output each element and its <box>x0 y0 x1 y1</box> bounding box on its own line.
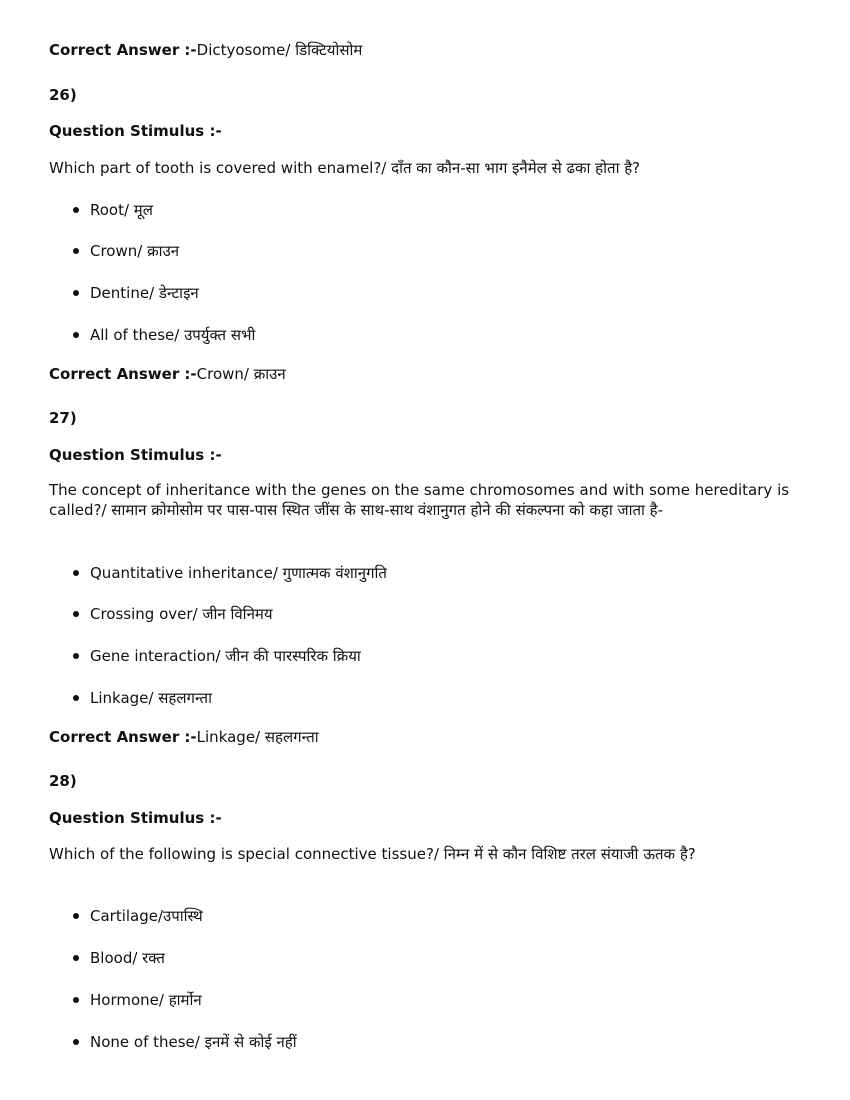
option <box>73 906 203 926</box>
answer-label: Correct Answer :- <box>49 728 197 746</box>
option-text: Crown/ क्राउन <box>90 242 180 260</box>
bullet-icon <box>73 653 79 659</box>
option-text: Hormone/ हार्मोन <box>90 991 202 1009</box>
option <box>73 283 199 303</box>
bullet-icon <box>73 695 79 701</box>
bullet-icon <box>73 290 79 296</box>
previous-correct-answer <box>49 40 362 60</box>
question-text: Which of the following is special connective tissue?/ निम्न में से कौन विशिष्ट तरल संयाजी ऊतक है? <box>49 845 696 863</box>
bullet-icon <box>73 611 79 617</box>
answer-value: Linkage/ सहलगन्ता <box>196 728 319 746</box>
answer-value: Dictyosome/ डिक्टियोसोम <box>196 41 363 59</box>
bullet-icon <box>73 248 79 254</box>
question-number: 27) <box>49 409 77 427</box>
correct-answer <box>49 364 286 384</box>
option <box>73 325 255 345</box>
option <box>73 646 361 666</box>
option-text: None of these/ इनमें से कोई नहीं <box>90 1033 297 1051</box>
correct-answer <box>49 727 319 747</box>
question-stimulus-label: Question Stimulus :- <box>49 809 222 827</box>
option-text: Cartilage/उपास्थि <box>90 907 203 925</box>
question-number: 28) <box>49 772 77 790</box>
question-text: The concept of inheritance with the genes on the same chromosomes and with some hereditary is called?/ सामान क्रोमोसोम पर पास-पास स्थित जींस के साथ-साथ वंशानुगत होने की संकल्पना को कहा जाता है- <box>49 481 790 519</box>
bullet-icon <box>73 570 79 576</box>
option-text: Dentine/ डेन्टाइन <box>90 284 199 302</box>
option <box>73 200 153 220</box>
option <box>73 563 387 583</box>
question-stimulus-label: Question Stimulus :- <box>49 446 222 464</box>
option-text: Crossing over/ जीन विनिमय <box>90 605 273 623</box>
option <box>73 1032 297 1052</box>
question-text: Which part of tooth is covered with enamel?/ दाँत का कौन-सा भाग इनैमेल से ढका होता है? <box>49 159 641 177</box>
question-stimulus-label: Question Stimulus :- <box>49 122 222 140</box>
option <box>73 990 202 1010</box>
answer-label: Correct Answer :- <box>49 365 197 383</box>
answer-label: Correct Answer :- <box>49 41 197 59</box>
option-text: Quantitative inheritance/ गुणात्मक वंशानुगति <box>90 564 387 582</box>
answer-value: Crown/ क्राउन <box>196 365 286 383</box>
option-text: Blood/ रक्त <box>90 949 165 967</box>
option <box>73 241 179 261</box>
option <box>73 688 212 708</box>
option-text: All of these/ उपर्युक्त सभी <box>90 326 256 344</box>
bullet-icon <box>73 332 79 338</box>
option <box>73 604 273 624</box>
bullet-icon <box>73 207 79 213</box>
bullet-icon <box>73 1039 79 1045</box>
bullet-icon <box>73 997 79 1003</box>
question-number: 26) <box>49 86 77 104</box>
option-text: Root/ मूल <box>90 201 153 219</box>
option <box>73 948 165 968</box>
option-text: Linkage/ सहलगन्ता <box>90 689 212 707</box>
option-text: Gene interaction/ जीन की पारस्परिक क्रिया <box>90 647 361 665</box>
bullet-icon <box>73 955 79 961</box>
bullet-icon <box>73 913 79 919</box>
